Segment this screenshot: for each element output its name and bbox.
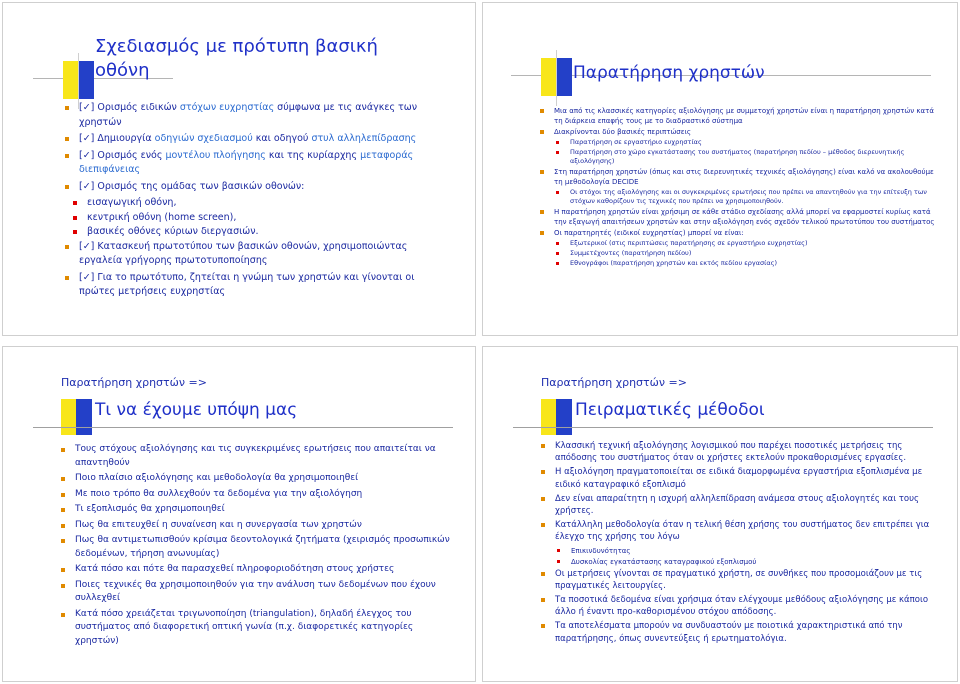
- sub-item: Εξωτερικοί (στις περιπτώσεις παρατήρησης σε εργαστήριο ευχρηστίας): [556, 239, 940, 248]
- list-item: Μια από τις κλασσικές κατηγορίες αξιολόγησης με συμμετοχή χρηστών είναι η παρατήρηση χρηστών κατά τη διάρκεια επαφής τους με το διαδραστικό σύστημα: [540, 106, 940, 126]
- list-item: Οι παρατηρητές (ειδικοί ευχρηστίας) μπορεί να είναι:: [540, 228, 940, 238]
- list-item: Κλασσική τεχνική αξιολόγησης λογισμικού που παρέχει ποσοτικές μετρήσεις της απόδοσης του συστήματος όταν οι χρήστες εκτελούν προκαθορισμένες εργασίες.: [541, 440, 941, 464]
- list-item: [✓] Για το πρωτότυπο, ζητείται η γνώμη των χρηστών και γίνονται οι πρώτες μετρήσεις ευχρηστίας: [65, 271, 445, 300]
- list-item: [✓] Δημιουργία οδηγιών σχεδιασμού και οδηγού στυλ αλληλεπίδρασης: [65, 132, 445, 147]
- slide-4: [482, 346, 958, 682]
- list-item: Κατάλληλη μεθοδολογία όταν η τελική θέση χρήσης του συστήματος δεν επιτρέπει για έλεγχο της χρήσης του λόγω: [541, 519, 941, 543]
- slide-body: [65, 101, 445, 302]
- sub-item: κεντρική οθόνη (home screen),: [73, 211, 445, 226]
- list-item: Στη παρατήρηση χρηστών (όπως και στις διερευνητικές τεχνικές αξιολόγησης) είναι καλό να ακολουθούμε τη μεθοδολογία DECIDE: [540, 167, 940, 187]
- slide-title: Τι να έχουμε υπόψη μας: [95, 400, 298, 420]
- list-item: Τα ποσοτικά δεδομένα είναι χρήσιμα όταν ελέγχουμε μεθόδους αξιολόγησης με κάποιο άλλο ή έναντι προ-καθορισμένου στόχου απόδοσης.: [541, 594, 941, 618]
- divider: [33, 427, 453, 428]
- sub-item: Δυσκολίας εγκατάστασης καταγραφικού εξοπλισμού: [557, 557, 941, 567]
- sub-item: Εθνογράφοι (παρατήρηση χρηστών και εκτός πεδίου εργασίας): [556, 259, 940, 268]
- slide-body: [61, 443, 451, 650]
- slide-2: [482, 2, 958, 336]
- sub-item: εισαγωγική οθόνη,: [73, 196, 445, 211]
- list-item: Κατά πόσο χρειάζεται τριγωνοποίηση (triangulation), δηλαδή έλεγχος του συστήματος από διαφορετική οπτική γωνία (π.χ. διαφορετικές κατηγορίες χρηστών): [61, 608, 451, 649]
- list-item: Η αξιολόγηση πραγματοποιείται σε ειδικά διαμορφωμένα εργαστήρια εξοπλισμένα με ειδικό καταγραφικό εξοπλισμό: [541, 466, 941, 490]
- list-item: Ποιες τεχνικές θα χρησιμοποιηθούν για την ανάλυση των δεδομένων που έχουν συλλεχθεί: [61, 579, 451, 606]
- sub-item: βασικές οθόνες κύριων διεργασιών.: [73, 225, 445, 240]
- list-item: [✓] Ορισμός ενός μοντέλου πλοήγησης και της κυρίαρχης μεταφοράς διεπιφάνειας: [65, 149, 445, 178]
- list-item: Τους στόχους αξιολόγησης και τις συγκεκριμένες ερωτήσεις που απαιτείται να απαντηθούν: [61, 443, 451, 470]
- list-item: Η παρατήρηση χρηστών είναι χρήσιμη σε κάθε στάδιο σχεδίασης αλλά μπορεί να εφαρμοστεί κυρίως κατά την εξαγωγή απαιτήσεων χρηστών και στην αξιολόγηση ενός σχεδόν τελικού πρωτοτύπου του συστήματος: [540, 207, 940, 227]
- sub-item: Παρατήρηση στο χώρο εγκατάστασης του συστήματος (παρατήρηση πεδίου – μέθοδος διερευνητικής αξιολόγησης): [556, 148, 940, 166]
- sub-item: Παρατήρηση σε εργαστήριο ευχρηστίας: [556, 138, 940, 147]
- list-item: Διακρίνονται δύο βασικές περιπτώσεις: [540, 127, 940, 137]
- list-item: Τι εξοπλισμός θα χρησιμοποιηθεί: [61, 503, 451, 517]
- list-item: Τα αποτελέσματα μπορούν να συνδυαστούν με ποιοτικά χαρακτηριστικά από την παρατήρησης, όπως συνεντεύξεις ή ερωτηματολόγια.: [541, 620, 941, 644]
- sub-item: Συμμετέχοντες (παρατήρηση πεδίου): [556, 249, 940, 258]
- list-item: Κατά πόσο και πότε θα παρασχεθεί πληροφοριοδότηση στους χρήστες: [61, 563, 451, 577]
- slide-3: [2, 346, 476, 682]
- list-item: [✓] Ορισμός της ομάδας των βασικών οθονών:: [65, 180, 445, 195]
- slide-title: Πειραματικές μέθοδοι: [575, 400, 765, 420]
- slide-title: Σχεδιασμός με πρότυπη βασική οθόνη: [95, 36, 378, 81]
- slide-body: [541, 440, 941, 647]
- list-item: [✓] Κατασκευή πρωτοτύπου των βασικών οθονών, χρησιμοποιώντας εργαλεία γρήγορης πρωτοτυποποίησης: [65, 240, 445, 269]
- divider: [513, 427, 933, 428]
- slide-prefix: Παρατήρηση χρηστών =>: [61, 376, 207, 389]
- list-item: Ποιο πλαίσιο αξιολόγησης και μεθοδολογία θα χρησιμοποιηθεί: [61, 472, 451, 486]
- slide-body: [540, 106, 940, 269]
- list-item: Πως θα επιτευχθεί η συναίνεση και η συνεργασία των χρηστών: [61, 519, 451, 533]
- list-item: Πως θα αντιμετωπισθούν κρίσιμα δεοντολογικά ζητήματα (χειρισμός προσωπικών δεδομένων, τήρηση ανωνυμίας): [61, 534, 451, 561]
- slide-1: [2, 2, 476, 336]
- list-item: [✓] Ορισμός ειδικών στόχων ευχρηστίας σύμφωνα με τις ανάγκες των χρηστών: [65, 101, 445, 130]
- list-item: Με ποιο τρόπο θα συλλεχθούν τα δεδομένα για την αξιολόγηση: [61, 488, 451, 502]
- list-item: Δεν είναι απαραίτητη η ισχυρή αλληλεπίδραση ανάμεσα στους αξιολογητές και τους χρήστες.: [541, 493, 941, 517]
- slide-prefix: Παρατήρηση χρηστών =>: [541, 376, 687, 389]
- slide-title: Παρατήρηση χρηστών: [573, 63, 765, 83]
- sub-item: Επικινδυνότητας: [557, 546, 941, 556]
- sub-item: Οι στόχοι της αξιολόγησης και οι συγκεκριμένες ερωτήσεις που πρέπει να απαντηθούν για την επίτευξη των στόχων καθορίζουν τις τεχνικές που πρέπει να χρησιμοποιηθούν.: [556, 188, 940, 206]
- list-item: Οι μετρήσεις γίνονται σε πραγματικό χρήστη, σε συνθήκες που προσομοιάζουν με τις πραγματικές λειτουργίες.: [541, 568, 941, 592]
